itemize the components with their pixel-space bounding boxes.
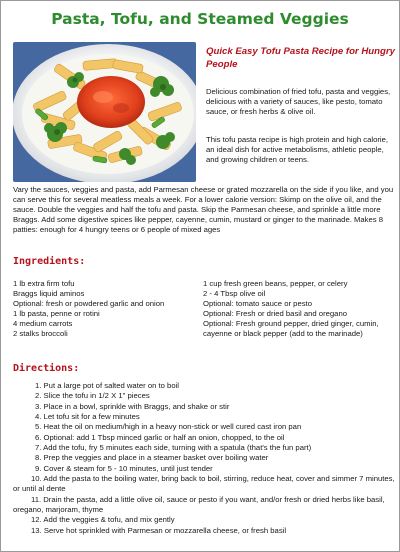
direction-step: 11. Drain the pasta, add a little olive oil, sauce or pesto if you want, and/or fresh or dried herbs like basil, oregano, marjoram, thyme <box>13 494 385 515</box>
ingredient-item: 2 - 4 Tbsp olive oil <box>203 289 266 299</box>
direction-step: 9. Cover & steam for 5 - 10 minutes, until just tender <box>35 463 213 473</box>
pasta-dish-illustration <box>13 42 196 182</box>
direction-step: 7. Add the tofu, fry 5 minutes each side, turning with a spatula (that's the fun part) <box>35 443 312 453</box>
direction-step: 5. Heat the oil on medium/high in a heavy non-stick or well cured cast iron pan <box>35 422 302 432</box>
ingredient-item: 2 stalks broccoli <box>13 329 68 339</box>
direction-step: 10. Add the pasta to the boiling water, bring back to boil, stirring, reduce heat, cover and simmer 7 minutes, or until al dente <box>13 474 395 494</box>
pasta-dish-photo <box>13 42 196 182</box>
ingredient-item: 1 lb extra firm tofu <box>13 279 75 288</box>
intro-paragraph-3: Vary the sauces, veggies and pasta, add Parmesan cheese or grated mozzarella on the side if you like, and you can serve this for several meatless meals a week. For a lower calorie version: Skimp on the olive oil, and the sauce. Double the veggies and half the tofu and pasta. Skip the Parmesan cheese, and sprinkle a little more Braggs. Add some digestive spices like pepper, cayenne, cumin, mustard or ginger to the marinade. Makes 8 patties: enough for 4 hungry teens or 6 people of mixed ages <box>13 185 394 235</box>
ingredient-item: Optional: Fresh or dried basil and oregano <box>203 309 348 319</box>
intro-paragraph-1: Delicious combination of fried tofu, pasta and veggies, delicious with a variety of sauces, like pesto, tomato sauce, or fresh herbs & olive oil. <box>206 87 391 117</box>
directions-heading: Directions: <box>13 363 80 374</box>
directions-list <box>13 381 397 536</box>
direction-step: 2. Slice the tofu in 1/2 X 1" pieces <box>35 391 150 401</box>
direction-step: 1. Put a large pot of salted water on to boil <box>35 381 180 390</box>
intro-paragraph-2: This tofu pasta recipe is high protein and high calorie, an ideal dish for active metabolisms, athletic people, and growing children or teens. <box>206 135 389 165</box>
direction-step: 13. Serve hot sprinkled with Parmesan or mozzarella cheese, or fresh basil <box>31 525 287 535</box>
ingredient-item: 4 medium carrots <box>13 319 73 329</box>
ingredient-item: Optional: tomato sauce or pesto <box>203 299 312 309</box>
recipe-subtitle: Quick Easy Tofu Pasta Recipe for Hungry People <box>206 46 395 70</box>
ingredients-heading: Ingredients: <box>13 256 86 267</box>
ingredient-item: 1 cup fresh green beans, pepper, or celery <box>203 279 348 288</box>
direction-step: 6. Optional: add 1 Tbsp minced garlic or half an onion, chopped, to the oil <box>35 432 285 442</box>
direction-step: 4. Let tofu sit for a few minutes <box>35 412 140 422</box>
direction-step: 3. Place in a bowl, sprinkle with Braggs, and shake or stir <box>35 401 230 411</box>
direction-step: 12. Add the veggies & tofu, and mix gently <box>31 515 175 525</box>
page-title: Pasta, Tofu, and Steamed Veggies <box>51 10 349 28</box>
ingredients-right-column <box>203 279 393 340</box>
ingredient-item: Optional: Fresh ground pepper, dried ginger, cumin, cayenne or black pepper (add to the marinade) <box>203 319 379 339</box>
direction-step: 8. Prep the veggies and place in a steamer basket over boiling water <box>35 453 269 463</box>
ingredient-item: Braggs liquid aminos <box>13 289 85 299</box>
ingredient-item: Optional: fresh or powdered garlic and onion <box>13 299 165 309</box>
ingredients-left-column <box>13 279 193 340</box>
ingredient-item: 1 lb pasta, penne or rotini <box>13 309 100 319</box>
